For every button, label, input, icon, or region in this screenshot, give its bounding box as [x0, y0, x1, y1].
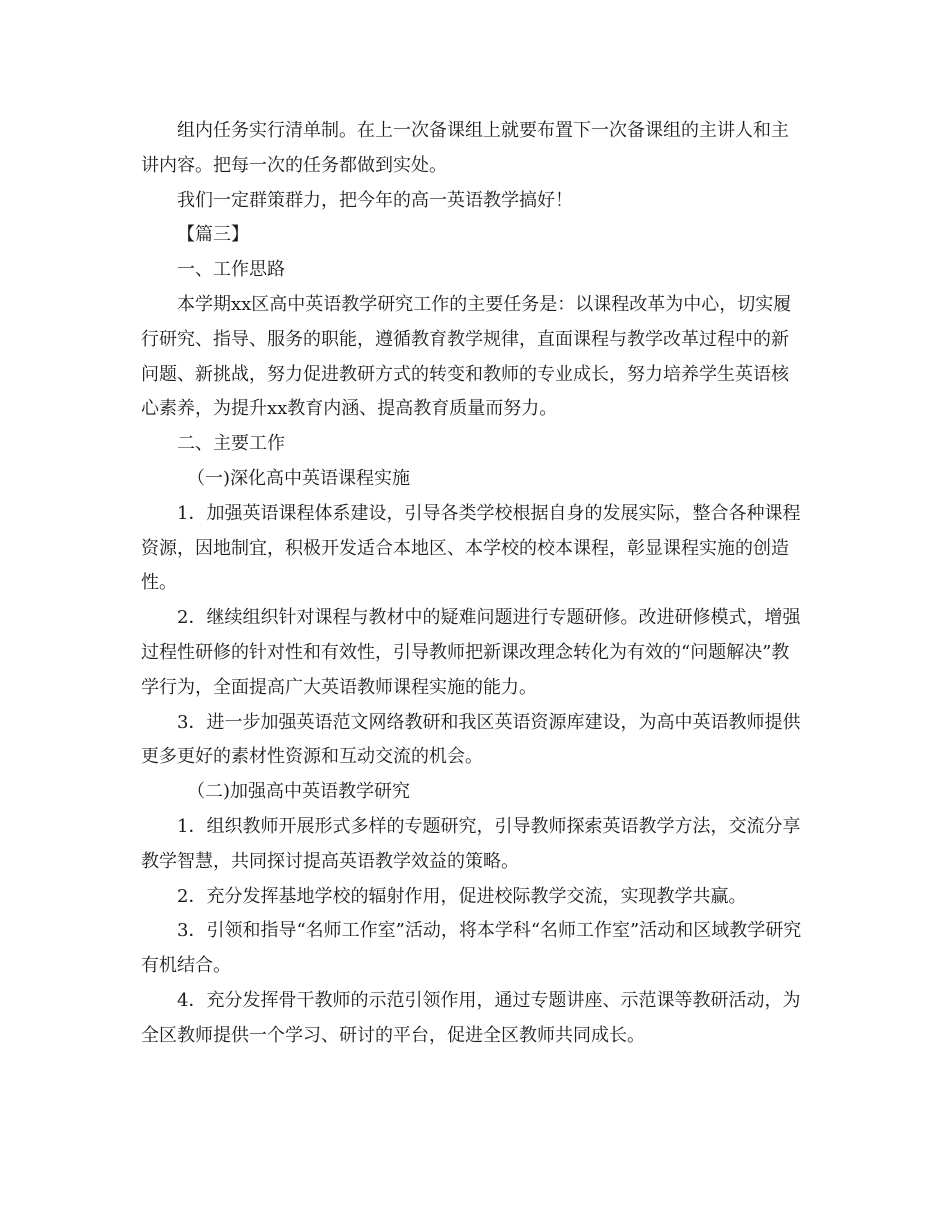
subsection-heading: （二)加强高中英语教学研究: [187, 781, 411, 803]
section-marker: 【篇三】: [177, 224, 249, 246]
paragraph: 2．充分发挥基地学校的辐射作用，促进校际教学交流，实现教学共赢。: [177, 885, 747, 907]
paragraph: 组内任务实行清单制。在上一次备课组上就要布置下一次备课组的主讲人和主讲内容。把每一次的任务都做到实处。: [141, 120, 789, 176]
paragraph: 1．组织教师开展形式多样的专题研究，引导教师探索英语教学方法，交流分享教学智慧，共同探讨提高英语教学效益的策略。: [141, 815, 801, 872]
paragraph: 3．引领和指导“名师工作室”活动，将本学科“名师工作室”活动和区域教学研究有机结合。: [141, 920, 802, 977]
section-heading: 一、工作思路: [177, 259, 285, 281]
paragraph: 本学期xx区高中英语教学研究工作的主要任务是：以课程改革为中心，切实履行研究、指导、服务的职能，遵循教育教学规律，直面课程与教学改革过程中的新问题、新挑战，努力促进教研方式的转变和教师的专业成长，努力培养学生英语核心素养，为提升xx教育内涵、提高教育质量而努力。: [141, 293, 792, 420]
paragraph: 3．进一步加强英语范文网络教研和我区英语资源库建设，为高中英语教师提供更多更好的素材性资源和互动交流的机会。: [141, 711, 801, 768]
paragraph: 2．继续组织针对课程与教材中的疑难问题进行专题研修。改进研修模式，增强过程性研修的针对性和有效性，引导教师把新课改理念转化为有效的“问题解决”教学行为，全面提高广大英语教师课程实施的能力。: [141, 607, 801, 698]
subsection-heading: （一)深化高中英语课程实施: [187, 467, 411, 489]
paragraph: 1．加强英语课程体系建设，引导各类学校根据自身的发展实际，整合各种课程资源，因地制宜，积极开发适合本地区、本学校的校本课程，彰显课程实施的创造性。: [141, 502, 801, 594]
document-body: [141, 114, 806, 1054]
paragraph: 4．充分发挥骨干教师的示范引领作用，通过专题讲座、示范课等教研活动，为全区教师提供一个学习、研讨的平台，促进全区教师共同成长。: [141, 989, 801, 1046]
paragraph: 我们一定群策群力，把今年的高一英语教学搞好！: [177, 189, 573, 211]
section-heading: 二、主要工作: [177, 433, 285, 455]
